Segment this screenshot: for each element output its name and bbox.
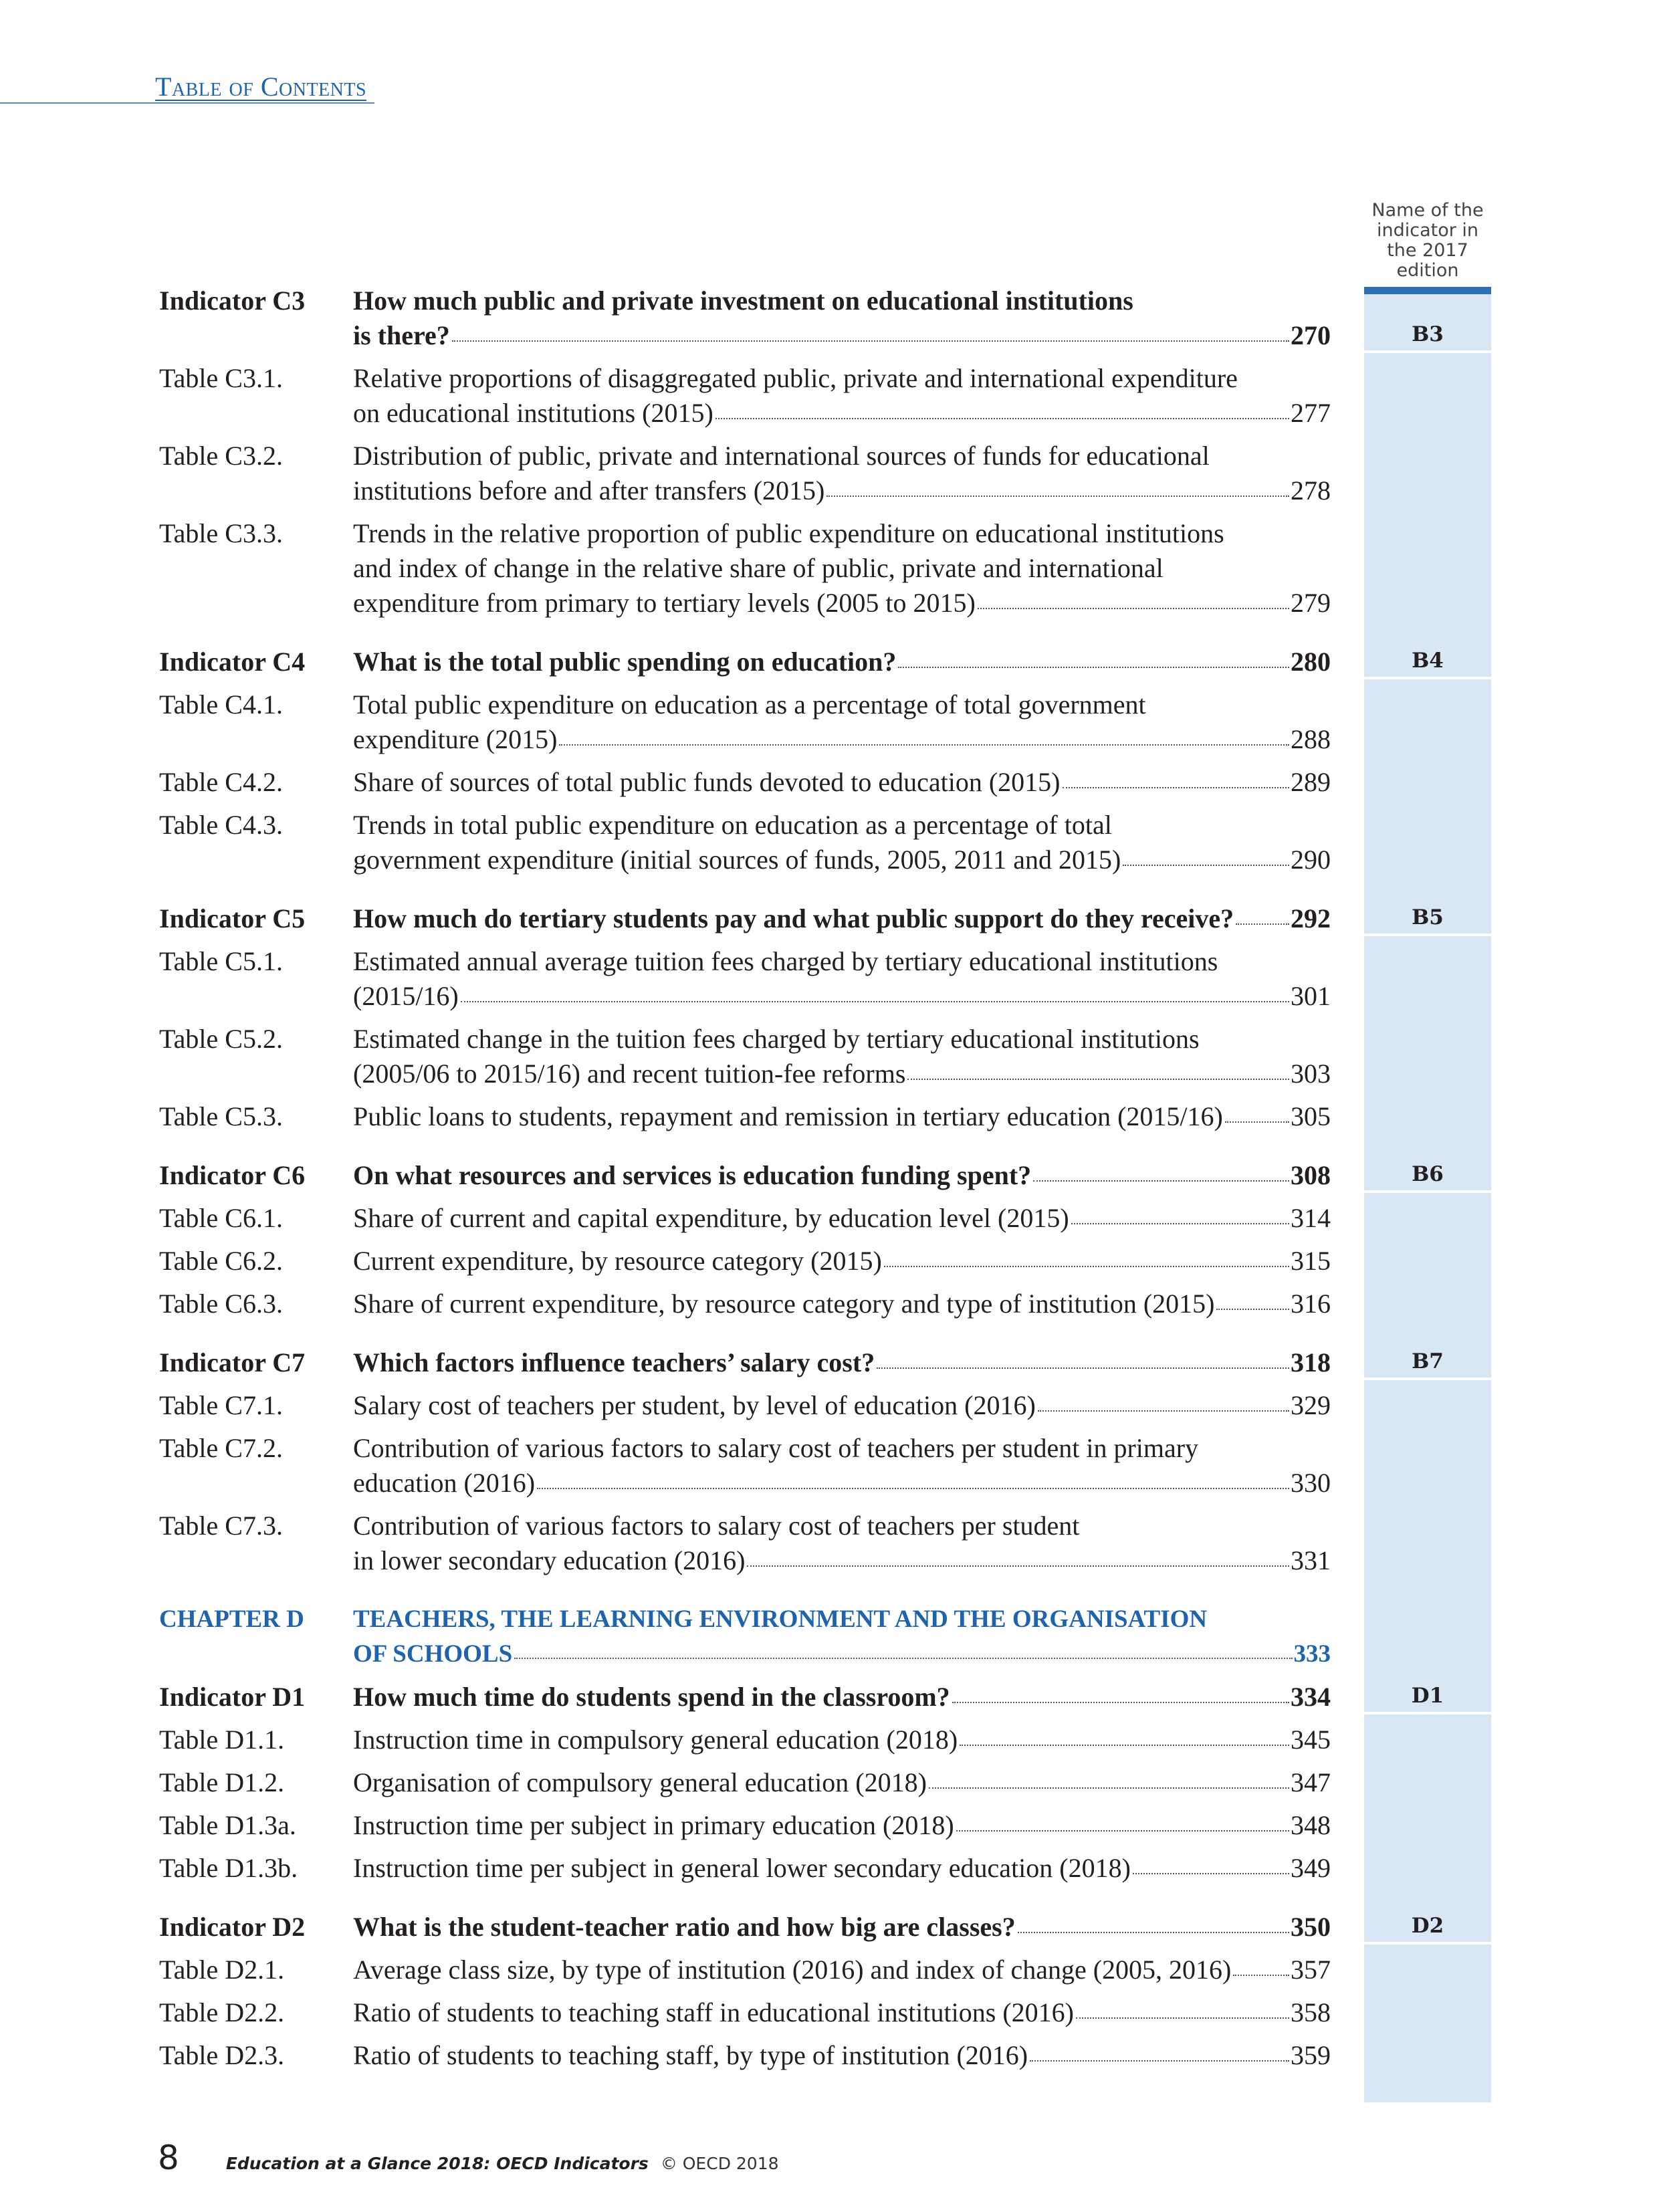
entry-title: [353, 1201, 1331, 1236]
entry-title: [353, 1509, 1331, 1578]
edition-code-divider: [1364, 1190, 1491, 1193]
edition-code-divider: [1364, 350, 1491, 353]
dot-leader: [559, 744, 1289, 746]
toc-indicator[interactable]: [159, 645, 1331, 679]
entry-title: [353, 1345, 1331, 1380]
page-number-ref[interactable]: 334: [1291, 1682, 1331, 1712]
entry-label: Table C3.2.: [159, 441, 283, 471]
toc-table-entry[interactable]: [159, 1431, 1331, 1501]
toc-table-entry[interactable]: [159, 1509, 1331, 1578]
entry-label: Table C4.1.: [159, 689, 283, 720]
edition-code-divider: [1364, 933, 1491, 936]
entry-label: Table C7.2.: [159, 1433, 283, 1463]
entry-label: Indicator D2: [159, 1912, 306, 1942]
toc-table-entry[interactable]: [159, 1723, 1331, 1757]
entry-label: Table C5.2.: [159, 1024, 283, 1054]
page-number-ref[interactable]: 359: [1291, 2040, 1331, 2070]
toc-table-entry[interactable]: [159, 1201, 1331, 1236]
toc-table-entry[interactable]: [159, 1808, 1331, 1843]
page-number-ref[interactable]: 301: [1291, 981, 1331, 1011]
page-number-ref[interactable]: 308: [1291, 1160, 1331, 1190]
entry-title-line: in lower secondary education (2016): [353, 1545, 746, 1575]
toc-table-entry[interactable]: [159, 361, 1331, 431]
page-number-ref[interactable]: 349: [1291, 1853, 1331, 1883]
toc-table-entry[interactable]: [159, 765, 1331, 800]
entry-label: Indicator C7: [159, 1347, 306, 1377]
page-number-ref[interactable]: 357: [1291, 1955, 1331, 1985]
dot-leader: [747, 1565, 1289, 1567]
dot-leader: [952, 1702, 1289, 1703]
edition-2017-code: B6: [1412, 1162, 1444, 1186]
dot-leader: [929, 1787, 1289, 1789]
dot-leader: [826, 495, 1289, 497]
entry-title-line: and index of change in the relative share of public, private and international: [353, 553, 1164, 583]
toc-chapter[interactable]: [159, 1602, 1331, 1672]
entry-title-line: Instruction time per subject in general lower secondary education (2018): [353, 1853, 1131, 1883]
entry-label: Table C5.3.: [159, 1101, 283, 1131]
edition-2017-code: B5: [1412, 905, 1444, 929]
dot-leader: [1038, 1410, 1289, 1412]
entry-title: [353, 516, 1331, 621]
dot-leader: [1233, 1975, 1289, 1976]
entry-title: [353, 1099, 1331, 1134]
page-number-ref[interactable]: 290: [1291, 845, 1331, 875]
page-number-ref[interactable]: 315: [1291, 1246, 1331, 1276]
dot-leader: [960, 1745, 1289, 1746]
entry-title: [353, 361, 1331, 431]
entry-title: [353, 944, 1331, 1014]
page-number-ref[interactable]: 348: [1291, 1810, 1331, 1840]
edition-2017-code: D2: [1411, 1914, 1444, 1938]
dot-leader: [1033, 1180, 1289, 1182]
toc-table-entry[interactable]: [159, 439, 1331, 508]
entry-title-line: government expenditure (initial sources of funds, 2005, 2011 and 2015): [353, 845, 1121, 875]
page-number-ref[interactable]: 347: [1291, 1767, 1331, 1797]
entry-label: Table C3.1.: [159, 363, 283, 393]
entry-title-line: Estimated change in the tuition fees charged by tertiary educational institutions: [353, 1024, 1200, 1054]
entry-label: Table D1.1.: [159, 1725, 285, 1755]
entry-label: Table D2.2.: [159, 1997, 285, 2027]
entry-title: [353, 1287, 1331, 1321]
entry-label: Table C6.2.: [159, 1246, 283, 1276]
entry-title-line: Ratio of students to teaching staff, by type of institution (2016): [353, 2040, 1028, 2070]
entry-title-line: Organisation of compulsory general education (2018): [353, 1767, 927, 1797]
entry-title: [353, 1022, 1331, 1091]
header-rule: [0, 102, 374, 104]
entry-title-line: Ratio of students to teaching staff in educational institutions (2016): [353, 1997, 1074, 2027]
entry-title-line: Contribution of various factors to salary cost of teachers per student in primary: [353, 1433, 1199, 1463]
entry-label: Indicator C6: [159, 1160, 306, 1190]
entry-title: [353, 901, 1331, 936]
entry-title-line: TEACHERS, THE LEARNING ENVIRONMENT AND THE ORGANISATION: [353, 1606, 1208, 1633]
page-number-ref[interactable]: 350: [1291, 1912, 1331, 1942]
entry-label: Table D1.2.: [159, 1767, 285, 1797]
entry-title-line: on educational institutions (2015): [353, 398, 713, 428]
dot-leader: [877, 1367, 1289, 1369]
dot-leader: [1133, 1873, 1289, 1874]
entry-title-line: Which factors influence teachers’ salary cost?: [353, 1347, 875, 1377]
entry-title-line: Average class size, by type of institution (2016) and index of change (2005, 2016): [353, 1955, 1232, 1985]
entry-label: Table C3.3.: [159, 518, 283, 548]
entry-title: [353, 1602, 1331, 1672]
entry-label: Table D2.1.: [159, 1955, 285, 1985]
dot-leader: [1063, 787, 1290, 788]
entry-title-line: Contribution of various factors to salary cost of teachers per student: [353, 1511, 1080, 1541]
entry-title: [353, 1953, 1331, 1987]
entry-title: [353, 1851, 1331, 1886]
dot-leader: [1236, 923, 1289, 925]
entry-title: [353, 1765, 1331, 1800]
entry-title: [353, 1388, 1331, 1423]
entry-title-line: (2015/16): [353, 981, 459, 1011]
toc-table-entry[interactable]: [159, 2038, 1331, 2073]
dot-leader: [1225, 1121, 1289, 1123]
toc-table-entry[interactable]: [159, 1953, 1331, 1987]
edition-column-band: [1364, 287, 1491, 2102]
entry-title-line: education (2016): [353, 1468, 536, 1498]
dot-leader: [1071, 1223, 1289, 1224]
entry-title-line: OF SCHOOLS: [353, 1640, 513, 1668]
page-number-ref[interactable]: 270: [1291, 320, 1331, 350]
toc-table-entry[interactable]: [159, 1765, 1331, 1800]
page-number-ref[interactable]: 318: [1291, 1347, 1331, 1377]
page-number-ref[interactable]: 333: [1293, 1640, 1331, 1668]
entry-label: Table D1.3a.: [159, 1810, 296, 1840]
entry-title-line: On what resources and services is education funding spent?: [353, 1160, 1032, 1190]
entry-title: [353, 1723, 1331, 1757]
entry-label: Table C7.3.: [159, 1511, 283, 1541]
dot-leader: [978, 608, 1289, 609]
page-number-ref[interactable]: 305: [1291, 1101, 1331, 1131]
entry-label: Indicator D1: [159, 1682, 306, 1712]
entry-title-line: institutions before and after transfers (2015): [353, 475, 825, 506]
dot-leader: [884, 1266, 1289, 1267]
dot-leader: [898, 667, 1289, 668]
edition-2017-code: B3: [1412, 322, 1444, 346]
page-number-ref[interactable]: 279: [1291, 588, 1331, 618]
entry-title-line: Share of current expenditure, by resource category and type of institution (2015): [353, 1289, 1215, 1319]
toc-table-entry[interactable]: [159, 1022, 1331, 1091]
dot-leader: [514, 1658, 1292, 1659]
entry-title: [353, 284, 1331, 353]
page-number-ref[interactable]: 314: [1291, 1203, 1331, 1233]
entry-title-line: What is the student-teacher ratio and how big are classes?: [353, 1912, 1016, 1942]
page-number: 8: [158, 2138, 179, 2177]
entry-title-line: (2005/06 to 2015/16) and recent tuition-fee reforms: [353, 1059, 906, 1089]
entry-label: Table C6.1.: [159, 1203, 283, 1233]
entry-title-line: Distribution of public, private and international sources of funds for educational: [353, 441, 1210, 471]
toc-table-entry[interactable]: [159, 1388, 1331, 1423]
entry-label: Indicator C4: [159, 647, 306, 677]
entry-title: [353, 687, 1331, 757]
page-number-ref[interactable]: 278: [1291, 475, 1331, 506]
dot-leader: [1123, 865, 1289, 866]
entry-title-line: How much do tertiary students pay and what public support do they receive?: [353, 903, 1234, 933]
dot-leader: [1076, 2017, 1289, 2019]
toc-indicator[interactable]: [159, 284, 1331, 353]
edition-column-heading: Name of the indicator in the 2017 edition: [1371, 200, 1484, 281]
toc-table-entry[interactable]: [159, 808, 1331, 877]
entry-title: [353, 439, 1331, 508]
entry-title-line: Estimated annual average tuition fees charged by tertiary educational institutions: [353, 946, 1218, 976]
page-number-ref[interactable]: 288: [1291, 724, 1331, 754]
edition-2017-code: B7: [1412, 1349, 1444, 1373]
publication-title: Education at a Glance 2018: OECD Indicators: [225, 2154, 649, 2173]
entry-title: [353, 1995, 1331, 2030]
entry-title: [353, 1244, 1331, 1279]
entry-title: [353, 1910, 1331, 1945]
dot-leader: [956, 1830, 1289, 1832]
entry-title-line: What is the total public spending on education?: [353, 647, 897, 677]
page-number-ref[interactable]: 330: [1291, 1468, 1331, 1498]
edition-code-divider: [1364, 1377, 1491, 1380]
toc-table-entry[interactable]: [159, 687, 1331, 757]
entry-title-line: Relative proportions of disaggregated public, private and international expenditure: [353, 363, 1238, 393]
entry-label: CHAPTER D: [159, 1606, 304, 1633]
entry-label: Table C5.1.: [159, 946, 283, 976]
toc-table-entry[interactable]: [159, 1995, 1331, 2030]
dot-leader: [452, 340, 1289, 342]
page-number-ref[interactable]: 358: [1291, 1997, 1331, 2027]
dot-leader: [537, 1488, 1289, 1489]
dot-leader: [907, 1079, 1289, 1080]
entry-title: [353, 808, 1331, 877]
page-number-ref[interactable]: 289: [1291, 767, 1331, 797]
toc-table-entry[interactable]: [159, 1099, 1331, 1134]
entry-title-line: Trends in total public expenditure on education as a percentage of total: [353, 810, 1112, 840]
entry-title: [353, 2038, 1331, 2073]
entry-title-line: Share of current and capital expenditure, by education level (2015): [353, 1203, 1069, 1233]
page-number-ref[interactable]: 345: [1291, 1725, 1331, 1755]
entry-title-line: Salary cost of teachers per student, by level of education (2016): [353, 1390, 1036, 1420]
copyright-notice: © OECD 2018: [660, 2154, 779, 2173]
edition-code-divider: [1364, 1942, 1491, 1945]
entry-title: [353, 1158, 1331, 1193]
page-number-ref[interactable]: 277: [1291, 398, 1331, 428]
entry-title-line: Total public expenditure on education as a percentage of total government: [353, 689, 1146, 720]
entry-label: Table C4.3.: [159, 810, 283, 840]
dot-leader: [1216, 1309, 1289, 1310]
entry-title-line: is there?: [353, 320, 450, 350]
dot-leader: [715, 418, 1289, 419]
toc-indicator[interactable]: [159, 901, 1331, 936]
entry-title: [353, 1431, 1331, 1501]
toc-indicator[interactable]: [159, 1680, 1331, 1715]
entry-title-line: expenditure from primary to tertiary levels (2005 to 2015): [353, 588, 976, 618]
entry-title: [353, 1680, 1331, 1715]
entry-title-line: Public loans to students, repayment and remission in tertiary education (2015/16): [353, 1101, 1223, 1131]
edition-code-divider: [1364, 1712, 1491, 1715]
entry-title-line: Trends in the relative proportion of public expenditure on educational institutions: [353, 518, 1224, 548]
entry-title-line: How much public and private investment on educational institutions: [353, 286, 1133, 316]
entry-title-line: Instruction time per subject in primary education (2018): [353, 1810, 954, 1840]
entry-title: [353, 645, 1331, 679]
entry-title-line: Current expenditure, by resource category (2015): [353, 1246, 882, 1276]
edition-code-divider: [1364, 677, 1491, 679]
entry-title-line: Instruction time in compulsory general education (2018): [353, 1725, 958, 1755]
edition-2017-code: D1: [1411, 1684, 1444, 1708]
entry-title-line: Share of sources of total public funds devoted to education (2015): [353, 767, 1061, 797]
page-header-title: Table of Contents: [155, 72, 367, 102]
entry-title-line: expenditure (2015): [353, 724, 558, 754]
entry-label: Table D1.3b.: [159, 1853, 298, 1883]
entry-label: Table D2.3.: [159, 2040, 285, 2070]
toc-indicator[interactable]: [159, 1158, 1331, 1193]
toc-table-entry[interactable]: [159, 1287, 1331, 1321]
toc-indicator[interactable]: [159, 1345, 1331, 1380]
entry-label: Indicator C3: [159, 286, 306, 316]
entry-label: Table C7.1.: [159, 1390, 283, 1420]
entry-label: Indicator C5: [159, 903, 306, 933]
toc-indicator[interactable]: [159, 1910, 1331, 1945]
page-number-ref[interactable]: 331: [1291, 1545, 1331, 1575]
page-number-ref[interactable]: 316: [1291, 1289, 1331, 1319]
dot-leader: [1018, 1932, 1289, 1933]
entry-title-line: How much time do students spend in the classroom?: [353, 1682, 950, 1712]
toc-table-entry[interactable]: [159, 516, 1331, 621]
dot-leader: [461, 1001, 1289, 1002]
page-number-ref[interactable]: 303: [1291, 1059, 1331, 1089]
toc-table-entry[interactable]: [159, 944, 1331, 1014]
dot-leader: [1030, 2060, 1289, 2062]
entry-title: [353, 765, 1331, 800]
page-number-ref[interactable]: 329: [1291, 1390, 1331, 1420]
page-footer: [158, 2138, 779, 2177]
toc-table-entry[interactable]: [159, 1851, 1331, 1886]
entry-label: Table C4.2.: [159, 767, 283, 797]
entry-title: [353, 1808, 1331, 1843]
page-number-ref[interactable]: 280: [1291, 647, 1331, 677]
entry-label: Table C6.3.: [159, 1289, 283, 1319]
page-number-ref[interactable]: 292: [1291, 903, 1331, 933]
toc-table-entry[interactable]: [159, 1244, 1331, 1279]
edition-2017-code: B4: [1412, 649, 1444, 673]
